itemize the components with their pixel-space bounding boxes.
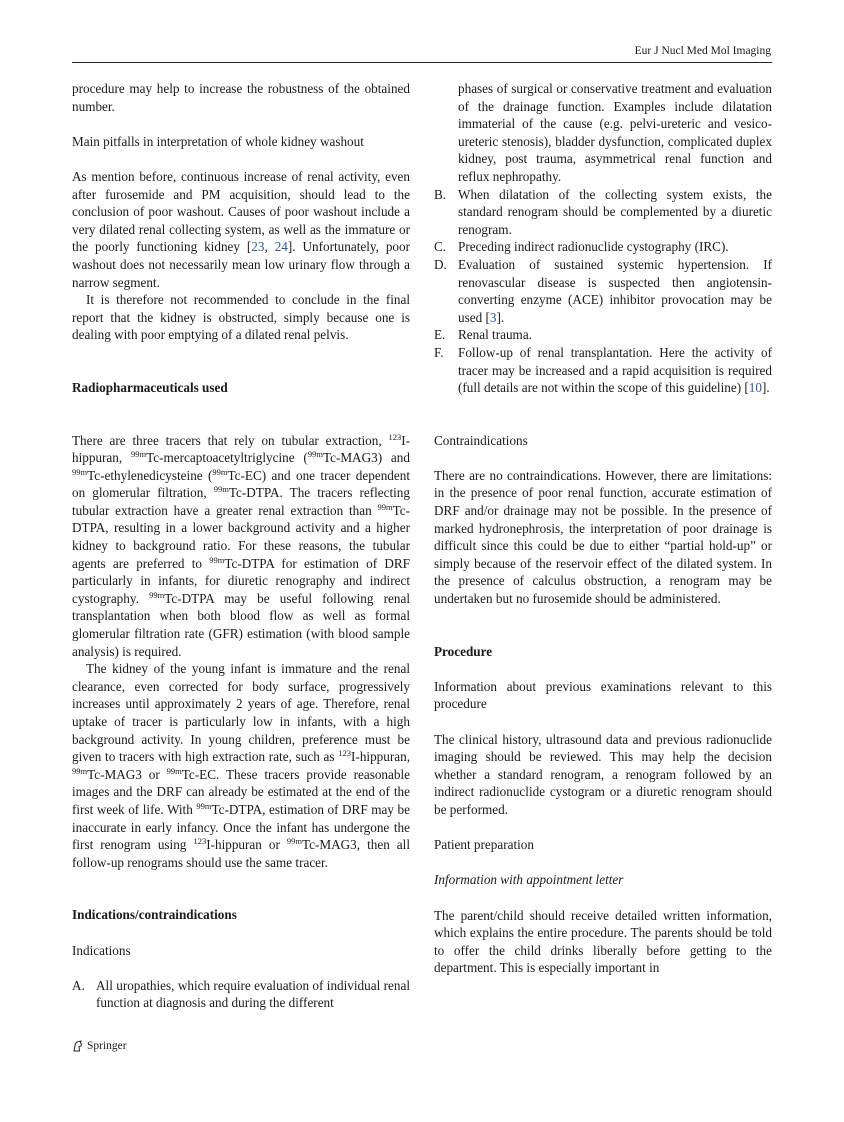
- list-item: D. Evaluation of sustained systemic hypertension. If renovascular disease is suspected then angiotensin-converting enzyme (ACE) inhibitor provocation may be used [3].: [434, 256, 772, 325]
- paragraph: The clinical history, ultrasound data and previous radionuclide imaging should be reviewed. This may help the decision whether a standard renogram, a renogram followed by an indirect radionuclide cystogram or a diuretic renogram should be performed.: [434, 731, 772, 817]
- subsection-heading: Indications: [72, 942, 131, 958]
- header-rule: [72, 62, 772, 63]
- citation-link[interactable]: 3: [489, 309, 497, 325]
- paragraph: As mention before, continuous increase of renal activity, even after furosemide and PM acquisition, should lead to the conclusion of poor washout. Causes of poor washout include a very dilated renal collecting system, as well as the immature or the poorly functioning kidney [23, 24]. Unfortunately, poor washout does not necessarily mean low urinary flow through a narrow segment.: [72, 168, 410, 290]
- list-item: C. Preceding indirect radionuclide cystography (IRC).: [434, 239, 729, 255]
- footer: [72, 1040, 127, 1052]
- list-item: E. Renal trauma.: [434, 327, 532, 343]
- paragraph: It is therefore not recommended to conclude in the final report that the kidney is obstructed, simply because one is dealing with poor emptying of a dilated renal pelvis.: [72, 292, 410, 343]
- paragraph: There are three tracers that rely on tubular extraction, $^{123}$I-hippuran, $^{99m}$Tc-mercaptoacetyltriglycine ($^{99m}$Tc-MAG3) and $^{99m}$Tc-ethylenedicysteine ($^{99m}$Tc-EC) and one tracer dependent on glomerular filtration, $^{99m}$Tc-DTPA. The tracers reflecting tubular extraction have a greater renal extraction than $^{99m}$Tc-DTPA, resulting in a lower background activity and a higher kidney to background ratio. For these reasons, the tubular agents are preferred to $^{99m}$Tc-DTPA for estimation of DRF particularly in infants, for diuretic renography and indirect cystography. $^{99m}$Tc-DTPA may be useful following renal transplantation when both blood flow as well as formal glomerular filtration rate (GFR) estimation (with blood sample analysis) is required.: [72, 431, 410, 659]
- citation-link[interactable]: 10: [748, 380, 762, 396]
- subsection-heading: Information about previous examinations relevant to this procedure: [434, 678, 772, 712]
- citation-link[interactable]: 23: [251, 239, 265, 255]
- subsection-heading-italic: Information with appointment letter: [434, 872, 624, 888]
- paragraph: The kidney of the young infant is immature and the renal clearance, even corrected for body surface, progressively increases until approximately 2 years of age. Therefore, renal uptake of tracer is particularly low in infants, with a high background activity. In young children, preference must be given to tracers with high extraction rate, such as $^{123}$I-hippuran, $^{99m}$Tc-MAG3 or $^{99m}$Tc-EC. These tracers provide reasonable images and the DRF can already be estimated at the end of the first week of life. With $^{99m}$Tc-DTPA, estimation of DRF may be inaccurate in early infancy. Once the infant has undergone the first renogram using $^{123}$I-hippuran or $^{99m}$Tc-MAG3, then all follow-up renograms should use the same tracer.: [72, 661, 410, 870]
- list-item: F. Follow-up of renal transplantation. Here the activity of tracer may be increased and a rapid acquisition is required (full details are not within the scope of this guideline) [10].: [434, 344, 772, 396]
- list-item: phases of surgical or conservative treatment and evaluation of the drainage function. Examples include dilatation immaterial of the cause (e.g. pelvi-ureteric and vesico-ureteric stenosis), bladder dysfunction, complicated duplex kidney, post trauma, asymmetrical renal function and reflux nephropathy.: [458, 81, 772, 184]
- subsection-heading: Contraindications: [434, 432, 528, 448]
- publisher-name: Springer: [87, 1040, 127, 1052]
- paragraph: There are no contraindications. However, there are limitations: in the presence of poor renal function, accurate estimation of DRF and/or drainage may not be possible. In the presence of marked hydronephrosis, the interpretation of poor drainage is difficult since this could be due to either “partial hold-up” or simply because of the reservoir effect of the dilated system. In the presence of calculus obstruction, a renogram may be undertaken but no furosemide should be administered.: [434, 467, 772, 607]
- citation-link[interactable]: 24: [274, 239, 288, 255]
- section-heading: Procedure: [434, 643, 493, 659]
- paragraph: procedure may help to increase the robustness of the obtained number.: [72, 81, 410, 114]
- subsection-heading: Patient preparation: [434, 837, 534, 853]
- list-item: A. All uropathies, which require evaluation of individual renal function at diagnosis and during the different: [72, 977, 410, 1011]
- left-column: [72, 80, 410, 1012]
- section-heading: Indications/contraindications: [72, 907, 237, 923]
- subsection-heading: Main pitfalls in interpretation of whole kidney washout: [72, 133, 364, 149]
- indications-list: [72, 977, 410, 1012]
- section-heading: Radiopharmaceuticals used: [72, 379, 228, 395]
- running-head: Eur J Nucl Med Mol Imaging: [634, 45, 771, 57]
- indications-list-continued: [434, 80, 772, 397]
- springer-horse-icon: [72, 1040, 84, 1052]
- list-item: B. When dilatation of the collecting system exists, the standard renogram should be complemented by a diuretic renogram.: [434, 186, 772, 237]
- right-column: [434, 80, 772, 977]
- paragraph: The parent/child should receive detailed written information, which explains the entire procedure. The parents should be told to offer the child drinks liberally before getting to the department. This is especially important in: [434, 907, 772, 976]
